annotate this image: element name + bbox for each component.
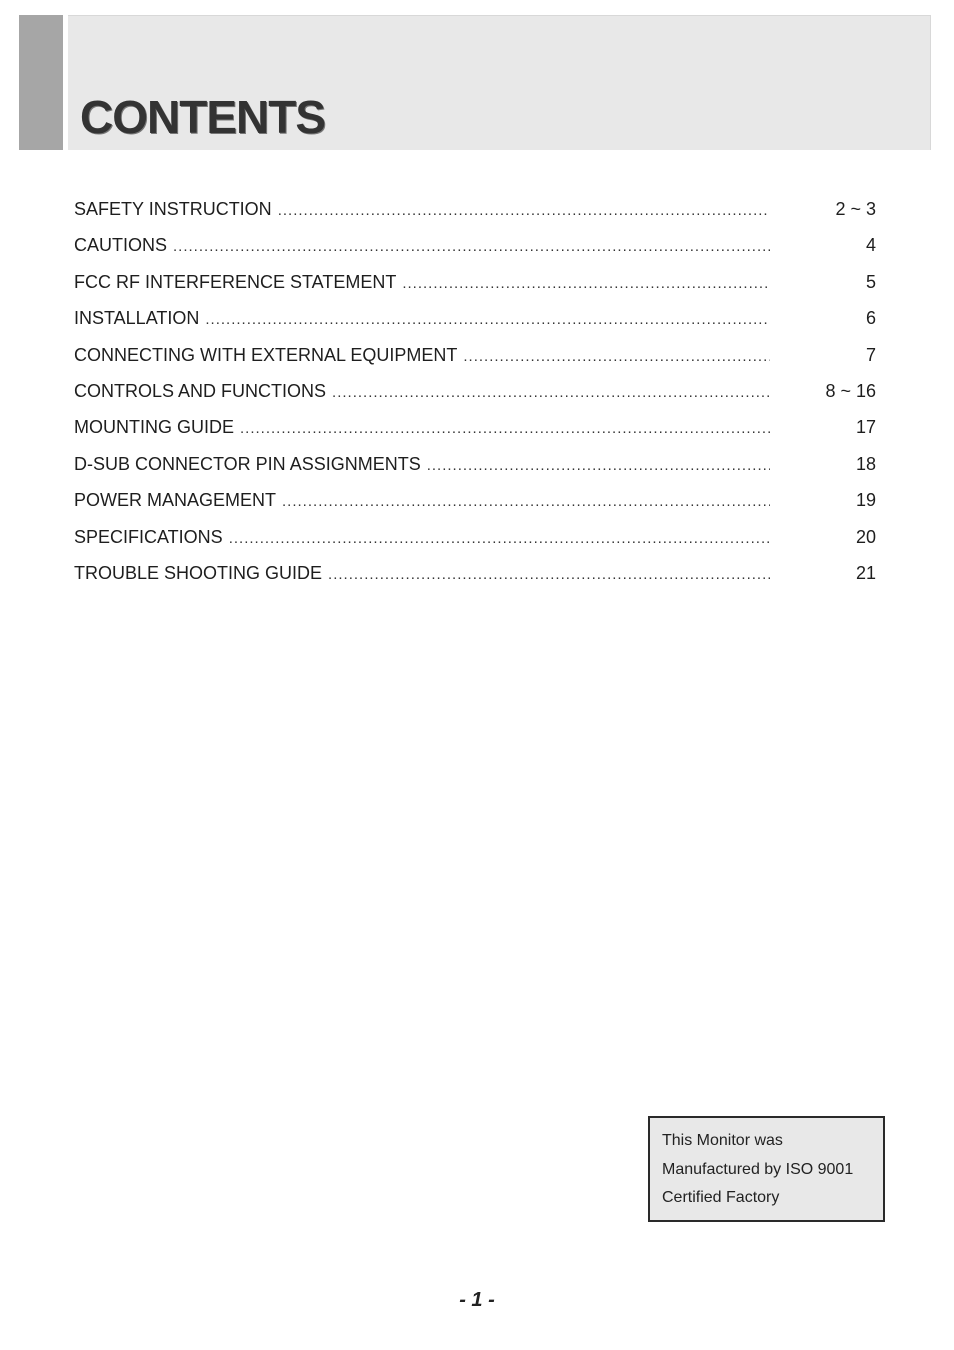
cert-line: This Monitor was: [662, 1132, 783, 1149]
toc-entry-page: 8 ~ 16: [825, 380, 876, 401]
toc-entry-title: D-SUB CONNECTOR PIN ASSIGNMENTS: [74, 453, 421, 474]
toc-entry-page: 2 ~ 3: [835, 199, 876, 219]
toc-entry[interactable]: [74, 342, 876, 378]
toc-entry-page: 18: [855, 453, 876, 474]
toc-leader-dots: [278, 198, 770, 224]
toc-entry-page: 20: [855, 526, 876, 547]
toc-entry[interactable]: [74, 378, 876, 414]
toc-entry-page: 19: [855, 490, 876, 511]
toc-leader-dots: [282, 489, 770, 515]
toc-entry[interactable]: [74, 196, 876, 232]
toc-entry-title: POWER MANAGEMENT: [74, 490, 277, 511]
toc-leader-dots: [240, 416, 770, 442]
toc-entry-page: 4: [865, 235, 876, 256]
toc-entry-page: 21: [855, 562, 876, 583]
toc-entry-title: SPECIFICATIONS: [74, 526, 223, 547]
page-number: - 1 -: [459, 1289, 495, 1311]
toc-leader-dots: [173, 234, 770, 260]
toc-entry-page: 7: [865, 344, 876, 365]
toc-entry[interactable]: [74, 269, 876, 305]
toc-leader-dots: [328, 562, 770, 588]
toc-entry-title: CONTROLS AND FUNCTIONS: [74, 380, 327, 401]
toc-leader-dots: [229, 526, 770, 552]
toc-entry[interactable]: [74, 560, 876, 596]
toc-leader-dots: [332, 380, 770, 406]
toc-entry-title: CONNECTING WITH EXTERNAL EQUIPMENT: [74, 344, 458, 365]
toc-leader-dots: [427, 453, 770, 479]
toc-entry[interactable]: [74, 232, 876, 268]
toc-entry-title: SAFETY INSTRUCTION: [74, 199, 272, 219]
toc-entry-page: 5: [865, 271, 876, 292]
table-of-contents: [74, 196, 876, 596]
toc-entry-page: 6: [865, 308, 876, 329]
toc-leader-dots: [463, 344, 770, 370]
cert-line: Certified Factory: [662, 1189, 780, 1206]
toc-leader-dots: [402, 271, 770, 297]
toc-entry-title: CAUTIONS: [74, 235, 168, 256]
toc-entry-title: INSTALLATION: [74, 308, 200, 329]
page-title: CONTENTS: [80, 91, 325, 143]
toc-entry-title: FCC RF INTERFERENCE STATEMENT: [74, 271, 397, 292]
toc-entry[interactable]: [74, 305, 876, 341]
toc-entry[interactable]: [74, 524, 876, 560]
toc-entry[interactable]: [74, 414, 876, 450]
toc-leader-dots: [205, 307, 770, 333]
toc-entry[interactable]: [74, 451, 876, 487]
toc-entry-page: 17: [855, 417, 876, 438]
iso-certification-note: [648, 1116, 885, 1222]
toc-entry-title: MOUNTING GUIDE: [74, 417, 234, 438]
cert-line: Manufactured by ISO 9001: [662, 1160, 854, 1178]
toc-entry[interactable]: [74, 487, 876, 523]
header-divider: [63, 15, 68, 150]
header-accent-bar: [19, 15, 63, 150]
toc-entry-title: TROUBLE SHOOTING GUIDE: [74, 562, 323, 583]
